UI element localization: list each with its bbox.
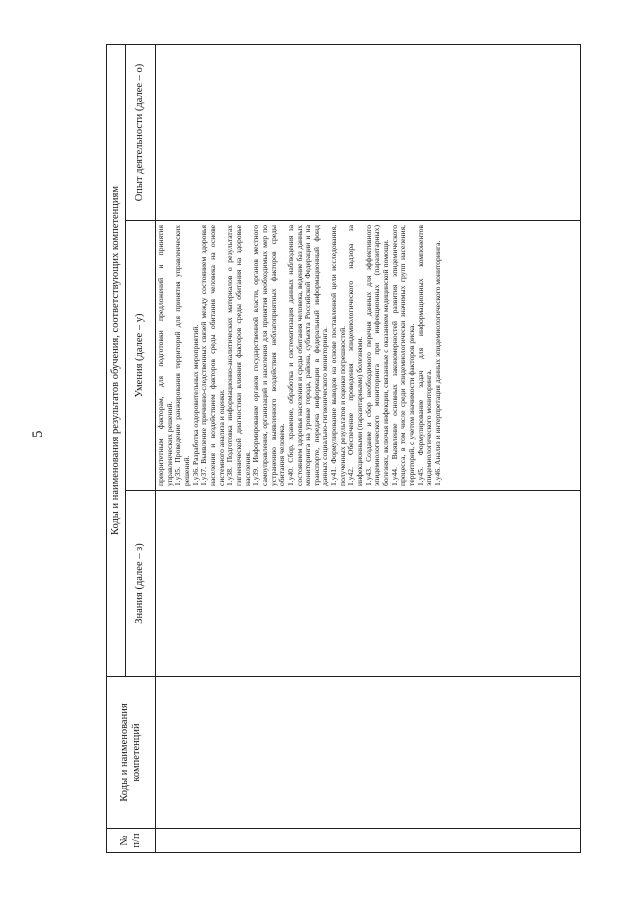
- header-knowledge: Знания (далее – з): [126, 491, 156, 677]
- cell-skills: [156, 221, 581, 491]
- rotated-table-container: [106, 45, 581, 853]
- header-learning-outcomes: Коды и наименования результатов обучения, соответствующих компетенциям: [107, 44, 126, 676]
- header-competencies: Коды и наименования компетенций: [107, 677, 156, 829]
- skill-item: 1.у39. Информирование органов государственной власти, органов местного самоуправления, организаций и населения для принятия необходимых мер по устранению выявленного воздействия неблагоприятных факторов среды обитания человека.: [251, 225, 287, 486]
- header-skills: Умения (далее – у): [126, 221, 156, 491]
- cell-num: [156, 829, 581, 853]
- skill-item: 1.у46. Анализ и интерпретация данных эпидемиологического мониторинга.: [433, 240, 442, 486]
- header-experience: Опыт деятельности (далее – о): [126, 44, 156, 220]
- skill-item: 1.у44. Выявление основных закономерностей развития эпидемического процесса, в том числе среди эпидемиологически значимых групп населения, территорий, с учетом значимости факторов риска.: [389, 225, 417, 486]
- skill-item: приоритетным факторам, для подготовки предложений и принятия управленческих решений.: [156, 225, 174, 486]
- skill-item: 1.у37. Выявление причинно-следственных связей между состоянием здоровья населения и воздействием факторов среды обитания человека на основе системного анализа и оценки.: [199, 225, 226, 486]
- skill-item: 1.у40. Сбор, хранение, обработка и систематизация данных наблюдения за состоянием здоровья населения и среды обитания человека, ведение баз данных мониторинга на уровне города, района, субъекта Российской Федерации и на транспорте, передача информации в федеральный информационный фонд данных социально-гигиенического мониторинга.: [285, 225, 330, 486]
- skill-item: 1.у41. Формулирование выводов на основе поставленной цели исследования, полученных результатов и оценки погрешностей.: [329, 225, 347, 486]
- header-num: № п/п: [107, 829, 156, 853]
- skill-item: 1.у38. Подготовка информационно-аналитических материалов о результатах гигиенической диагностики влияния факторов среды обитания на здоровье населения.: [225, 225, 252, 486]
- skill-item: 1.у35. Проведение ранжирования территорий для принятия управленческих решений.: [173, 225, 191, 486]
- table-row: [156, 44, 581, 852]
- skill-item: 1.у43. Создание и сбор необходимого перечня данных для эффективного эпидемиологического мониторинга при инфекционных (паразитарных) болезнях, включая инфекции, связанные с оказанием медицинской помощи.: [363, 225, 391, 486]
- skill-item: 1.у42. Обеспечение проведения эпидемиологического надзора за инфекционными (паразитарными) болезнями.: [346, 225, 365, 486]
- cell-knowledge: [156, 491, 581, 677]
- skill-item: 1.у45. Формулирование задач для информационных компонентов эпидемиологического мониторинга.: [415, 225, 434, 486]
- page-number: 5: [30, 430, 46, 438]
- competencies-table: [106, 44, 581, 853]
- cell-competencies: [156, 677, 581, 829]
- skill-item: 1.у36. Разработка оздоровительных мероприятий.: [190, 324, 200, 486]
- cell-experience: [156, 44, 581, 220]
